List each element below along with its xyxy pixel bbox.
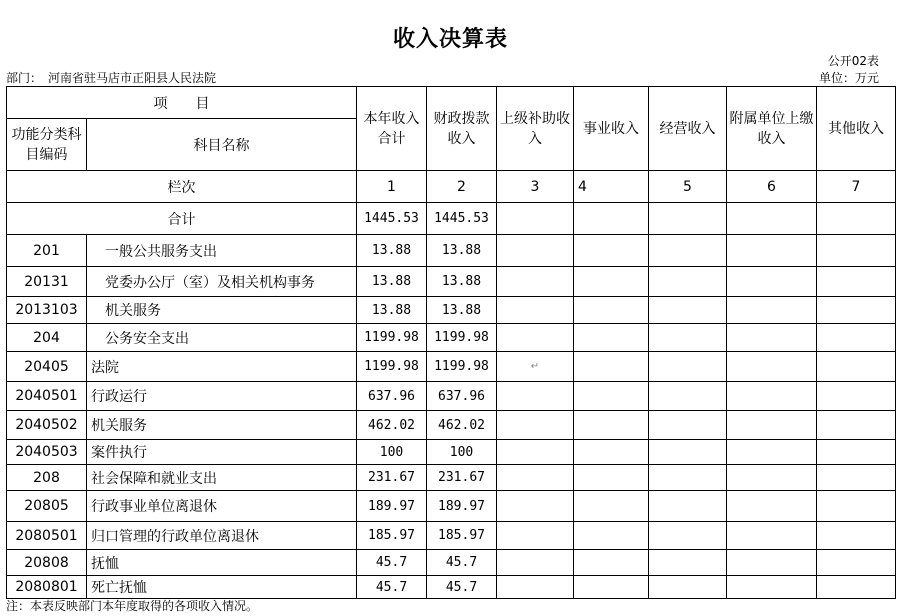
- row-value-fiscal: 231.67: [427, 465, 497, 491]
- header-col-2: 财政拨款收入: [427, 87, 497, 171]
- table-row: [7, 382, 896, 411]
- row-value-total: 231.67: [357, 465, 427, 491]
- header-func-code: 功能分类科目编码: [7, 119, 87, 171]
- table-row: [7, 324, 896, 352]
- row-code: 2080801: [7, 576, 87, 599]
- row-value-fiscal: 1199.98: [427, 324, 497, 352]
- row-code: 204: [7, 324, 87, 352]
- row-code: 20131: [7, 267, 87, 297]
- row-value-fiscal: 45.7: [427, 550, 497, 576]
- table-row: [7, 465, 896, 491]
- header-col-1: 本年收入合计: [357, 87, 427, 171]
- header-col-6: 附属单位上缴收入: [727, 87, 817, 171]
- return-mark: ↵: [497, 352, 574, 382]
- row-name: 党委办公厅（室）及相关机构事务: [87, 267, 357, 297]
- row-name: 归口管理的行政单位离退休: [87, 522, 357, 550]
- row-name: 抚恤: [87, 550, 357, 576]
- row-value-total: 100: [357, 440, 427, 465]
- row-value-total: 1199.98: [357, 352, 427, 382]
- row-code: 2040501: [7, 382, 87, 411]
- row-name: 机关服务: [87, 297, 357, 324]
- row-value-total: 462.02: [357, 411, 427, 440]
- row-name: 一般公共服务支出: [87, 235, 357, 267]
- row-name: 死亡抚恤: [87, 576, 357, 599]
- row-name: 法院: [87, 352, 357, 382]
- row-code: 2040503: [7, 440, 87, 465]
- table-row: [7, 411, 896, 440]
- lanci-num: 5: [649, 171, 727, 203]
- total-row: [7, 203, 896, 235]
- row-value-fiscal: 1199.98: [427, 352, 497, 382]
- row-value-fiscal: 13.88: [427, 297, 497, 324]
- row-value-total: 13.88: [357, 267, 427, 297]
- table-row: [7, 576, 896, 599]
- row-code: 20805: [7, 491, 87, 522]
- row-value-fiscal: 637.96: [427, 382, 497, 411]
- row-name: 案件执行: [87, 440, 357, 465]
- row-value-total: 13.88: [357, 235, 427, 267]
- row-name: 社会保障和就业支出: [87, 465, 357, 491]
- footnote: 注：本表反映部门本年度取得的各项收入情况。: [6, 599, 259, 613]
- table-row: [7, 440, 896, 465]
- lanci-num: 4: [574, 171, 649, 203]
- row-code: 201: [7, 235, 87, 267]
- lanci-label: 栏次: [7, 171, 357, 203]
- lanci-num: 2: [427, 171, 497, 203]
- row-value-fiscal: 100: [427, 440, 497, 465]
- row-name: 行政运行: [87, 382, 357, 411]
- row-value-total: 637.96: [357, 382, 427, 411]
- lanci-num: 7: [817, 171, 896, 203]
- row-code: 20405: [7, 352, 87, 382]
- table-row: [7, 235, 896, 267]
- lanci-num: 6: [727, 171, 817, 203]
- row-name: 行政事业单位离退休: [87, 491, 357, 522]
- row-value-fiscal: 45.7: [427, 576, 497, 599]
- row-value-total: 185.97: [357, 522, 427, 550]
- page-title: 收入决算表: [392, 27, 508, 52]
- row-code: 2040502: [7, 411, 87, 440]
- row-value-fiscal: 13.88: [427, 267, 497, 297]
- row-value-fiscal: 185.97: [427, 522, 497, 550]
- table-row: [7, 297, 896, 324]
- row-value-total: 189.97: [357, 491, 427, 522]
- header-col-4: 事业收入: [574, 87, 649, 171]
- row-code: 2080501: [7, 522, 87, 550]
- header-col-7: 其他收入: [817, 87, 896, 171]
- row-value-fiscal: 462.02: [427, 411, 497, 440]
- header-col-3: 上级补助收入: [497, 87, 574, 171]
- total-label: 合计: [7, 203, 357, 235]
- row-value-fiscal: 189.97: [427, 491, 497, 522]
- header-subject-name: 科目名称: [87, 119, 357, 171]
- header-col-5: 经营收入: [649, 87, 727, 171]
- total-value: 1445.53: [427, 203, 497, 235]
- row-value-total: 45.7: [357, 576, 427, 599]
- row-value-total: 45.7: [357, 550, 427, 576]
- form-code: 公开02表: [827, 54, 879, 68]
- lanci-num: 1: [357, 171, 427, 203]
- lanci-num: 3: [497, 171, 574, 203]
- row-code: 20808: [7, 550, 87, 576]
- table-row: [7, 267, 896, 297]
- lanci-row: [7, 171, 896, 203]
- department-label: 部门： 河南省驻马店市正阳县人民法院: [6, 71, 217, 85]
- row-name: 机关服务: [87, 411, 357, 440]
- income-table: [6, 86, 896, 599]
- total-value: 1445.53: [357, 203, 427, 235]
- row-code: 2013103: [7, 297, 87, 324]
- header-project: 项 目: [7, 87, 357, 119]
- row-value-fiscal: 13.88: [427, 235, 497, 267]
- table-row: [7, 522, 896, 550]
- row-name: 公务安全支出: [87, 324, 357, 352]
- table-row: [7, 550, 896, 576]
- unit-label: 单位：万元: [818, 71, 879, 85]
- row-value-total: 1199.98: [357, 324, 427, 352]
- row-code: 208: [7, 465, 87, 491]
- table-row: [7, 352, 896, 382]
- row-value-total: 13.88: [357, 297, 427, 324]
- table-row: [7, 491, 896, 522]
- data-rows: [7, 235, 896, 599]
